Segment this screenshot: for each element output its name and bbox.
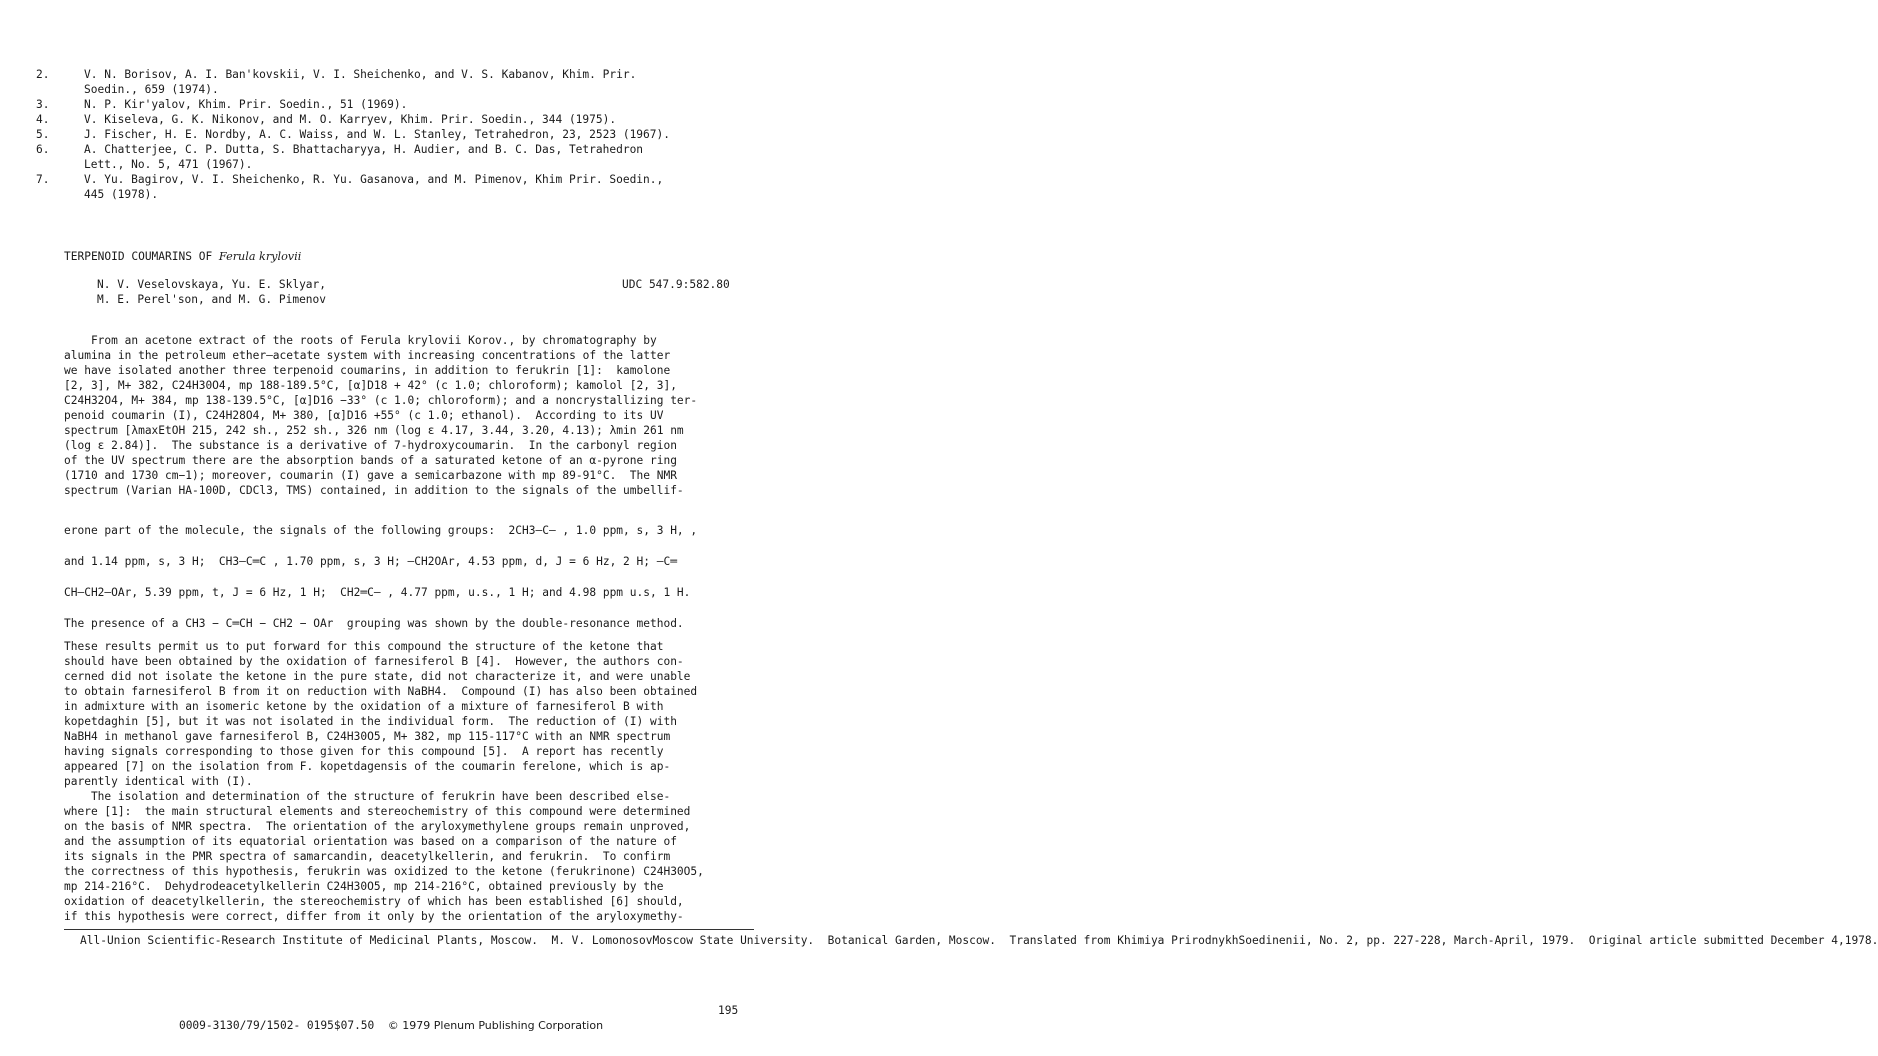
article-title-text: TERPENOID COUMARINS OF	[64, 250, 219, 263]
paragraph-line: and the assumption of its equatorial orientation was based on a comparison of the nature of	[64, 835, 677, 848]
author-line: M. E. Perel'son, and M. G. Pimenov	[97, 293, 327, 306]
paragraph-line: spectrum (Varian HA-100D, CDCl3, TMS) contained, in addition to the signals of the umbellif-	[64, 484, 684, 497]
bottom-line	[152, 1003, 603, 1048]
paragraph-line: From an acetone extract of the roots of Ferula krylovii Korov., by chromatography by	[64, 334, 657, 347]
paragraph-line: appeared [7] on the isolation from F. kopetdagensis of the coumarin ferelone, which is ap-	[64, 760, 671, 773]
nmr-line: erone part of the molecule, the signals of the following groups: 2CH3—C— , 1.0 ppm, s, 3 H, ,	[64, 524, 698, 537]
reference-text: J. Fischer, H. E. Nordby, A. C. Waiss, and W. L. Stanley, Tetrahedron, 23, 2523 (1967).	[84, 128, 670, 141]
footnote-line: 1978.	[1844, 934, 1878, 947]
paragraph-line: (1710 and 1730 cm−1); moreover, coumarin (I) gave a semicarbazone with mp 89-91°C. The NMR	[64, 469, 677, 482]
reference-number: 3.	[36, 98, 50, 111]
reference-item	[36, 127, 756, 142]
paragraph-line: on the basis of NMR spectra. The orientation of the aryloxymethylene groups remain unproved,	[64, 820, 691, 833]
reference-number: 4.	[36, 113, 50, 126]
udc-code: UDC 547.9:582.80	[622, 278, 730, 291]
paragraph-line: if this hypothesis were correct, differ from it only by the orientation of the aryloxymethy-	[64, 910, 684, 923]
footnote-divider	[64, 929, 754, 930]
paragraph-1	[64, 333, 754, 498]
reference-number: 5.	[36, 128, 50, 141]
reference-number: 6.	[36, 143, 50, 156]
paragraph-line: in admixture with an isomeric ketone by the oxidation of a mixture of farnesiferol B with	[64, 700, 664, 713]
paragraph-line: These results permit us to put forward for this compound the structure of the ketone that	[64, 640, 664, 653]
paragraph-line: its signals in the PMR spectra of samarcandin, deacetylkellerin, and ferukrin. To confirm	[64, 850, 671, 863]
reference-item	[36, 67, 756, 97]
footnote-line: All-Union Scientific-Research Institute of Medicinal Plants, Moscow. M. V. Lomonosov	[80, 934, 653, 947]
reference-item	[36, 97, 756, 112]
paragraph-line: parently identical with (I).	[64, 775, 253, 788]
author-block	[97, 277, 497, 307]
reference-number: 7.	[36, 173, 50, 186]
article-code: 0009-3130/79/1502- 0195$07.50	[178, 1019, 375, 1032]
reference-text: V. Kiseleva, G. K. Nikonov, and M. O. Karryev, Khim. Prir. Soedin., 344 (1975).	[84, 113, 617, 126]
author-line: N. V. Veselovskaya, Yu. E. Sklyar,	[97, 278, 327, 291]
page-number: 195	[718, 1004, 739, 1017]
paragraph-line: spectrum [λmaxEtOH 215, 242 sh., 252 sh., 326 nm (log ε 4.17, 3.44, 3.20, 4.13); λmin 261 nm	[64, 424, 684, 437]
article-title	[64, 249, 301, 264]
article-title-species: Ferula krylovii	[218, 250, 302, 263]
nmr-line: and 1.14 ppm, s, 3 H; CH3—C═C , 1.70 ppm, s, 3 H; —CH2OAr, 4.53 ppm, d, J = 6 Hz, 2 H; —C═	[64, 555, 677, 568]
reference-text: A. Chatterjee, C. P. Dutta, S. Bhattacharyya, H. Audier, and B. C. Das, Tetrahedron Lett., No. 5, 471 (1967).	[84, 143, 644, 171]
reference-text: N. P. Kir'yalov, Khim. Prir. Soedin., 51 (1969).	[84, 98, 408, 111]
paragraph-line: alumina in the petroleum ether—acetate system with increasing concentrations of the latter	[64, 349, 671, 362]
reference-item	[36, 172, 756, 202]
reference-list	[36, 67, 756, 202]
paragraph-line: the correctness of this hypothesis, ferukrin was oxidized to the ketone (ferukrinone) C24H30O5,	[64, 865, 704, 878]
paragraph-line: C24H32O4, M+ 384, mp 138-139.5°C, [α]D16 −33° (c 1.0; chloroform); and a noncrystallizing ter-	[64, 394, 698, 407]
paragraph-line: should have been obtained by the oxidation of farnesiferol B [4]. However, the authors con-	[64, 655, 684, 668]
footnote-line: Soedinenii, No. 2, pp. 227-228, March-April, 1979. Original article submitted December 4,	[1238, 934, 1845, 947]
nmr-line: CH—CH2—OAr, 5.39 ppm, t, J = 6 Hz, 1 H; CH2═C— , 4.77 ppm, u.s., 1 H; and 4.98 ppm u.s, 1 H.	[64, 586, 691, 599]
nmr-signals	[64, 515, 754, 639]
paragraph-2	[64, 639, 754, 789]
reference-text: V. Yu. Bagirov, V. I. Sheichenko, R. Yu. Gasanova, and M. Pimenov, Khim Prir. Soedin., 445 (1978).	[84, 173, 664, 201]
paragraph-line: of the UV spectrum there are the absorption bands of a saturated ketone of an α-pyrone ring	[64, 454, 677, 467]
nmr-line: The presence of a CH3 − C═CH − CH2 − OAr grouping was shown by the double-resonance method.	[64, 617, 684, 630]
paragraph-line: where [1]: the main structural elements and stereochemistry of this compound were determined	[64, 805, 691, 818]
paragraph-line: [2, 3], M+ 382, C24H30O4, mp 188-189.5°C, [α]D18 + 42° (c 1.0; chloroform); kamolol [2, 3],	[64, 379, 677, 392]
paragraph-line: mp 214-216°C. Dehydrodeacetylkellerin C24H30O5, mp 214-216°C, obtained previously by the	[64, 880, 664, 893]
paragraph-3	[64, 789, 754, 924]
paragraph-line: to obtain farnesiferol B from it on reduction with NaBH4. Compound (I) has also been obtained	[64, 685, 698, 698]
paragraph-line: oxidation of deacetylkellerin, the stereochemistry of which has been established [6] should,	[64, 895, 684, 908]
footnote-line: Moscow State University. Botanical Garden, Moscow. Translated from Khimiya Prirodnykh	[652, 934, 1239, 947]
paragraph-line: cerned did not isolate the ketone in the pure state, did not characterize it, and were unable	[64, 670, 691, 683]
paragraph-line: NaBH4 in methanol gave farnesiferol B, C24H30O5, M+ 382, mp 115-117°C with an NMR spectrum	[64, 730, 671, 743]
copyright: © 1979 Plenum Publishing Corporation	[387, 1019, 604, 1032]
paragraph-line: penoid coumarin (I), C24H28O4, M+ 380, [α]D16 +55° (c 1.0; ethanol). According to its UV	[64, 409, 664, 422]
reference-number: 2.	[36, 68, 50, 81]
paragraph-line: The isolation and determination of the structure of ferukrin have been described else-	[64, 790, 671, 803]
footnote	[80, 933, 1878, 948]
reference-item	[36, 142, 756, 172]
paragraph-line: kopetdaghin [5], but it was not isolated in the individual form. The reduction of (I) with	[64, 715, 677, 728]
paragraph-line: we have isolated another three terpenoid coumarins, in addition to ferukrin [1]: kamolone	[64, 364, 671, 377]
paragraph-line: (log ε 2.84)]. The substance is a derivative of 7-hydroxycoumarin. In the carbonyl region	[64, 439, 677, 452]
reference-text: V. N. Borisov, A. I. Ban'kovskii, V. I. Sheichenko, and V. S. Kabanov, Khim. Prir. Soedin., 659 (1974).	[84, 68, 637, 96]
reference-item	[36, 112, 756, 127]
paragraph-line: having signals corresponding to those given for this compound [5]. A report has recently	[64, 745, 664, 758]
